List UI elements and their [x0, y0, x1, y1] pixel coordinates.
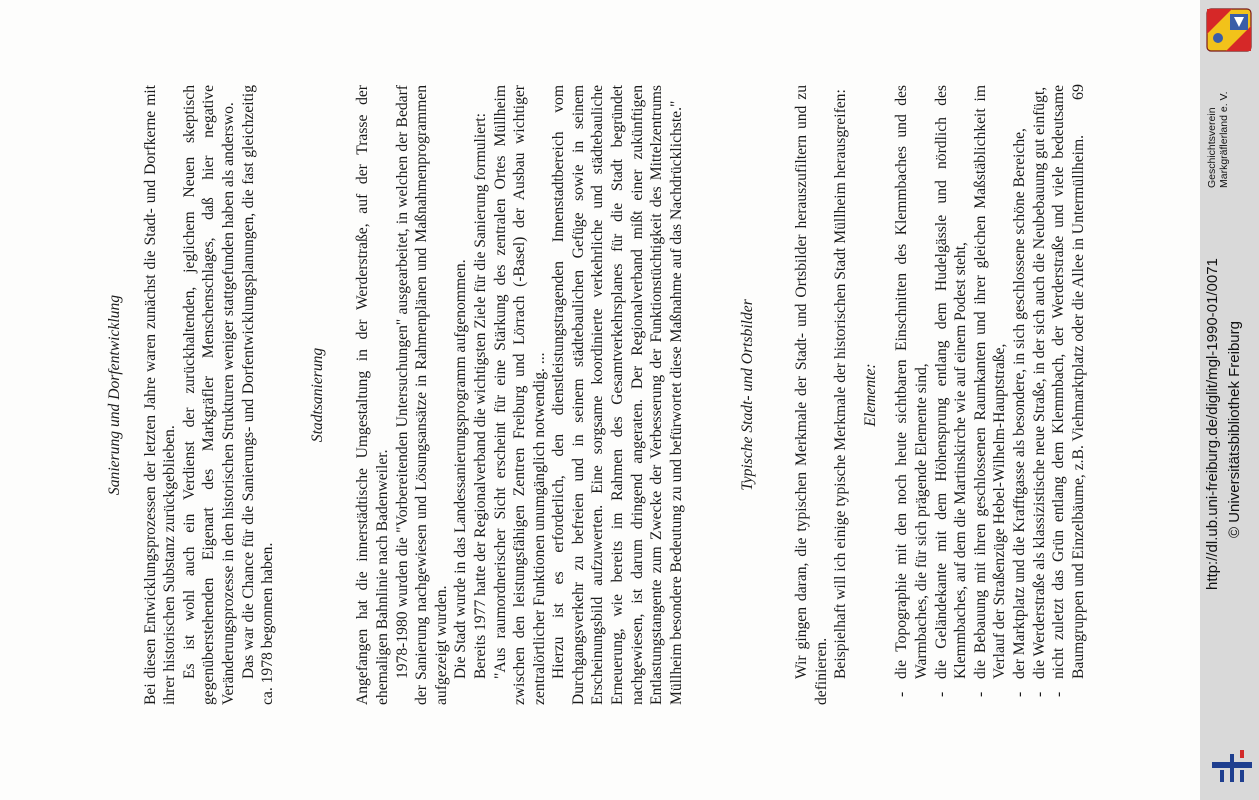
paragraph: Bereits 1977 hatte der Regionalverband die wichtigsten Ziele für die Sanierung formuliert: — [471, 113, 489, 679]
paragraph: Die Stadt wurde in das Landessanierungsprogramm aufgenommen. — [452, 259, 470, 679]
heading-sanierung: Sanierung und Dorfentwicklung — [106, 294, 123, 496]
list-item: - die Bebauung mit ihren geschlossenen Raumkanten und ihrer gleichen Maßstäblichkeit im Verlauf der Straßenzüge Hebel-Wilhelm-Hauptstraße, — [971, 85, 1010, 705]
elements-list — [892, 85, 1088, 705]
paragraph: Angefangen hat die innerstädtische Umgestaltung in der Werderstraße, auf der Trasse der ehemaligen Bahnlinie nach Badenweiler. — [354, 85, 391, 705]
paragraph: Wir gingen daran, die typischen Merkmale der Stadt- und Ortsbilder herauszufiltern und zu definieren. — [793, 85, 830, 705]
document-body — [105, 85, 1088, 705]
copyright-notice: © Universitätsbibliothek Freiburg — [1226, 321, 1243, 538]
list-item: - nicht zuletzt das Grün entlang dem Klemmbach, der Werderstraße und viele bedeutsame Baumgruppen und Einzelbäume, z.B. Viehmarktplatz oder die Allee in Untermüllheim. — [1049, 85, 1088, 705]
heading-elemente: Elemente: — [861, 363, 879, 427]
list-item: - die Topographie mit den noch heute sichtbaren Einschnitten des Klemmbaches und des Warmbaches, die für sich prägende Elemente sind, — [892, 85, 931, 705]
paragraph: Beispielhaft will ich einige typische Merkmale der historischen Stadt Müllheim herausgreifen: — [832, 89, 850, 679]
sidebar-rotated — [1200, 0, 1259, 800]
list-item: - der Marktplatz und die Krafftgasse als besondere, in sich geschlossene schöne Bereiche, — [1010, 85, 1030, 705]
paragraph: Das war die Chance für die Sanierungs- und Dorfentwicklungsplanungen, die fast gleichzeitig ca. 1978 begonnen haben. — [239, 85, 277, 705]
library-sidebar — [1200, 0, 1259, 800]
paragraph: 1978-1980 wurden die "Vorbereitenden Untersuchungen" ausgearbeitet, in welchen der Bedarf der Sanierung nachgewiesen und Lösungsansätze in Rahmenplänen und Maßnahmenprogrammen aufgezeigt wurden. — [393, 85, 450, 705]
society-line-1: Geschichtsverein — [1206, 107, 1218, 188]
heading-stadtsanierung: Stadtsanierung — [308, 347, 326, 443]
page-number: 69 — [1070, 84, 1087, 100]
university-library-logo-icon — [1210, 748, 1254, 784]
paragraph: Bei diesen Entwicklungsprozessen der letzten Jahre waren zunächst die Stadt- und Dorfkerne mit ihrer historischen Substanz zurückgeblieben. — [141, 85, 179, 705]
document-url-link[interactable]: http://dl.ub.uni-freiburg.de/diglit/mgl-1990-01/0071 — [1204, 258, 1221, 590]
list-item: - die Werderstraße als klassizistische neue Straße, in der sich auch die Neubebauung gut einfügt, — [1030, 85, 1050, 705]
heading-typische-ortsbilder: Typische Stadt- und Ortsbilder — [739, 299, 757, 491]
list-item: - die Geländekante mit dem Höhensprung entlang dem Hudelgässle und nördlich des Klemmbaches, auf dem die Martinskirche wie auf einem Podest steht, — [932, 85, 971, 705]
quote-paragraph: Hierzu ist es erforderlich, den dienstleistungstragenden Innenstadtbereich vom Durchgangsverkehr zu befreien und in seinem städtebaulichen Gefüge sowie in seinem Erscheinungsbild aufzuwerten. Eine sorgsame koordinierte verkehrliche und städtebauliche Erneuerung, wie bereits im Rahmen des Gesamtverkehrsplanes für die Stadt begründet nachgewiesen, ist darum dringend angeraten. Der Regionalverband mißt einer zukünftigen Entlastungstangente zum Zwecke der Verbesserung der Funktionstüchtigkeit des Mittelzentrums Müllheim besondere Bedeutung zu und befürwortet diese Maßnahme auf das Nachdrücklichste." — [550, 85, 685, 705]
society-name — [1206, 92, 1230, 189]
quote-paragraph: "Aus raumordnerischer Sicht erscheint für eine Stärkung des zentralen Ortes Müllheim zwischen den leistungsfähigen Zentren Freiburg und Lörrach (-Basel) der Ausbau wichtiger zentralörtlicher Funktionen unumgänglich notwendig. ... — [491, 85, 548, 705]
society-line-2: Markgräflerland e. V. — [1218, 91, 1230, 188]
coat-of-arms-icon — [1206, 8, 1252, 52]
paragraph: Es ist wohl auch ein Verdienst der zurückhaltenden, jeglichem Neuen skeptisch gegenüberstehenden Eigenart des Markgräfler Menschenschlages, daß hier negative Veränderungsprozesse in den historischen Strukturen weniger stattgefunden haben als anderswo. — [180, 85, 237, 705]
